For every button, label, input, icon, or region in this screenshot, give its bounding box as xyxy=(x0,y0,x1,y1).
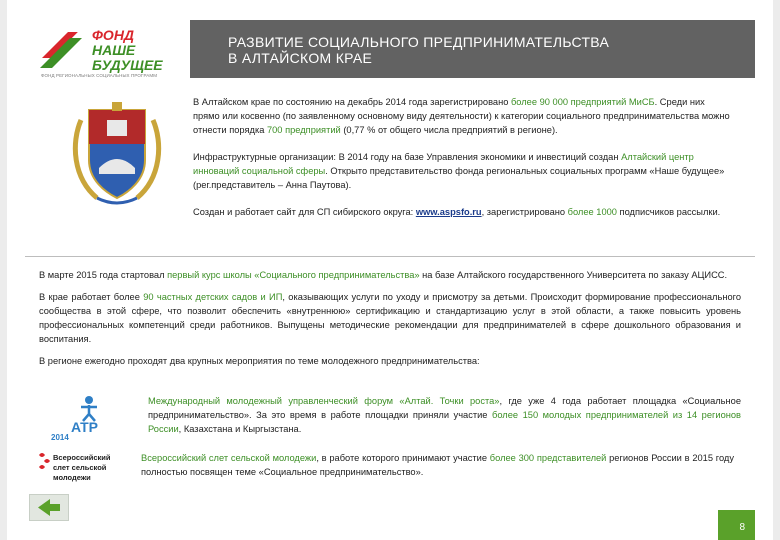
paragraph-events-intro: В регионе ежегодно проходят два крупных мероприятия по теме молодежного предпринимательства: xyxy=(39,356,480,366)
paragraph-infrastructure: Инфраструктурные организации: В 2014 году на базе Управления экономики и инвестиций создан Алтайский центр инноваций социальной сферы. Открыто представительство фонда региональных социальных программ «Наше будущее» (рег.представитель – Анна Паутова). xyxy=(193,152,725,190)
intro-text-block xyxy=(193,95,733,232)
event-rally-text: Всероссийский слет сельской молодежи, в работе которого принимают участие более 300 представителей регионов России в 2015 году полностью посвящен теме «Социальное предпринимательство». xyxy=(141,453,734,477)
paragraph-website: Создан и работает сайт для СП сибирского округа: www.aspsfo.ru, зарегистрировано более 1000 подписчиков рассылки. xyxy=(193,207,721,217)
paragraph-school: В марте 2015 года стартовал первый курс школы «Социального предпринимательства» на базе Алтайского государственного Университета по заказу АЦИСС. xyxy=(39,270,728,280)
section-divider xyxy=(25,256,755,257)
arrow-left-icon xyxy=(30,495,68,520)
svg-text:ФОНД: ФОНД xyxy=(92,27,135,43)
page-title xyxy=(228,34,609,66)
website-link[interactable]: www.aspsfo.ru xyxy=(415,207,482,217)
title-line-2: В АЛТАЙСКОМ КРАЕ xyxy=(228,50,373,66)
event-forum xyxy=(45,394,741,442)
atp-logo-text: ATP xyxy=(71,419,98,435)
main-text-block xyxy=(39,268,741,376)
logo-caption: ФОНД РЕГИОНАЛЬНЫХ СОЦИАЛЬНЫХ ПРОГРАММ xyxy=(41,73,158,78)
slide xyxy=(7,0,773,540)
page-number: 8 xyxy=(739,522,745,533)
slide-header xyxy=(190,20,755,78)
rally-logo-line-3: молодежи xyxy=(53,473,91,482)
rally-logo-line-1: Всероссийский xyxy=(53,453,111,462)
rally-logo-line-2: слет сельской xyxy=(53,463,107,472)
page-number-badge xyxy=(718,510,755,540)
svg-text:НАШЕ: НАШЕ xyxy=(92,42,136,58)
svg-text:БУДУЩЕЕ: БУДУЩЕЕ xyxy=(92,57,163,73)
event-rally xyxy=(37,451,734,485)
rural-youth-rally-logo xyxy=(37,451,117,485)
back-button[interactable] xyxy=(29,494,69,521)
paragraph-kindergartens: В крае работает более 90 частных детских садов и ИП, оказывающих услуги по уходу и присмотру за детьми. Происходит формирование профессионального сообщества в этой сфере, что позволит обеспечить «внутреннюю» сертификацию и стандартизацию услуг в этой области, а также повысить уровень профессиональных компетенций среди работников. Выпущены методические рекомендации для предпринимателей в сфере дошкольного образования и воспитания. xyxy=(39,292,741,344)
atp-forum-logo xyxy=(45,394,140,442)
fund-logo xyxy=(38,22,188,80)
event-forum-text: Международный молодежный управленческий форум «Алтай. Точки роста», где уже 4 года работает площадка «Социальное предпринимательство». За это время в работе площадки приняли участие более 150 молодых предпринимателей из 14 регионов России, Казахстана и Кыргызстана. xyxy=(148,396,741,434)
atp-logo-year: 2014 xyxy=(51,433,69,442)
altai-coat-of-arms-icon xyxy=(67,98,167,210)
paragraph-enterprises: В Алтайском крае по состоянию на декабрь 2014 года зарегистрировано более 90 000 предприятий МиСБ. Среди них прямо или косвенно (по заявленному основному виду деятельности) к категории социального предпринимательства можно отнести порядка 700 предприятий (0,77 % от общего числа предприятий в регионе). xyxy=(193,97,730,135)
title-line-1: РАЗВИТИЕ СОЦИАЛЬНОГО ПРЕДПРИНИМАТЕЛЬСТВА xyxy=(228,34,610,50)
